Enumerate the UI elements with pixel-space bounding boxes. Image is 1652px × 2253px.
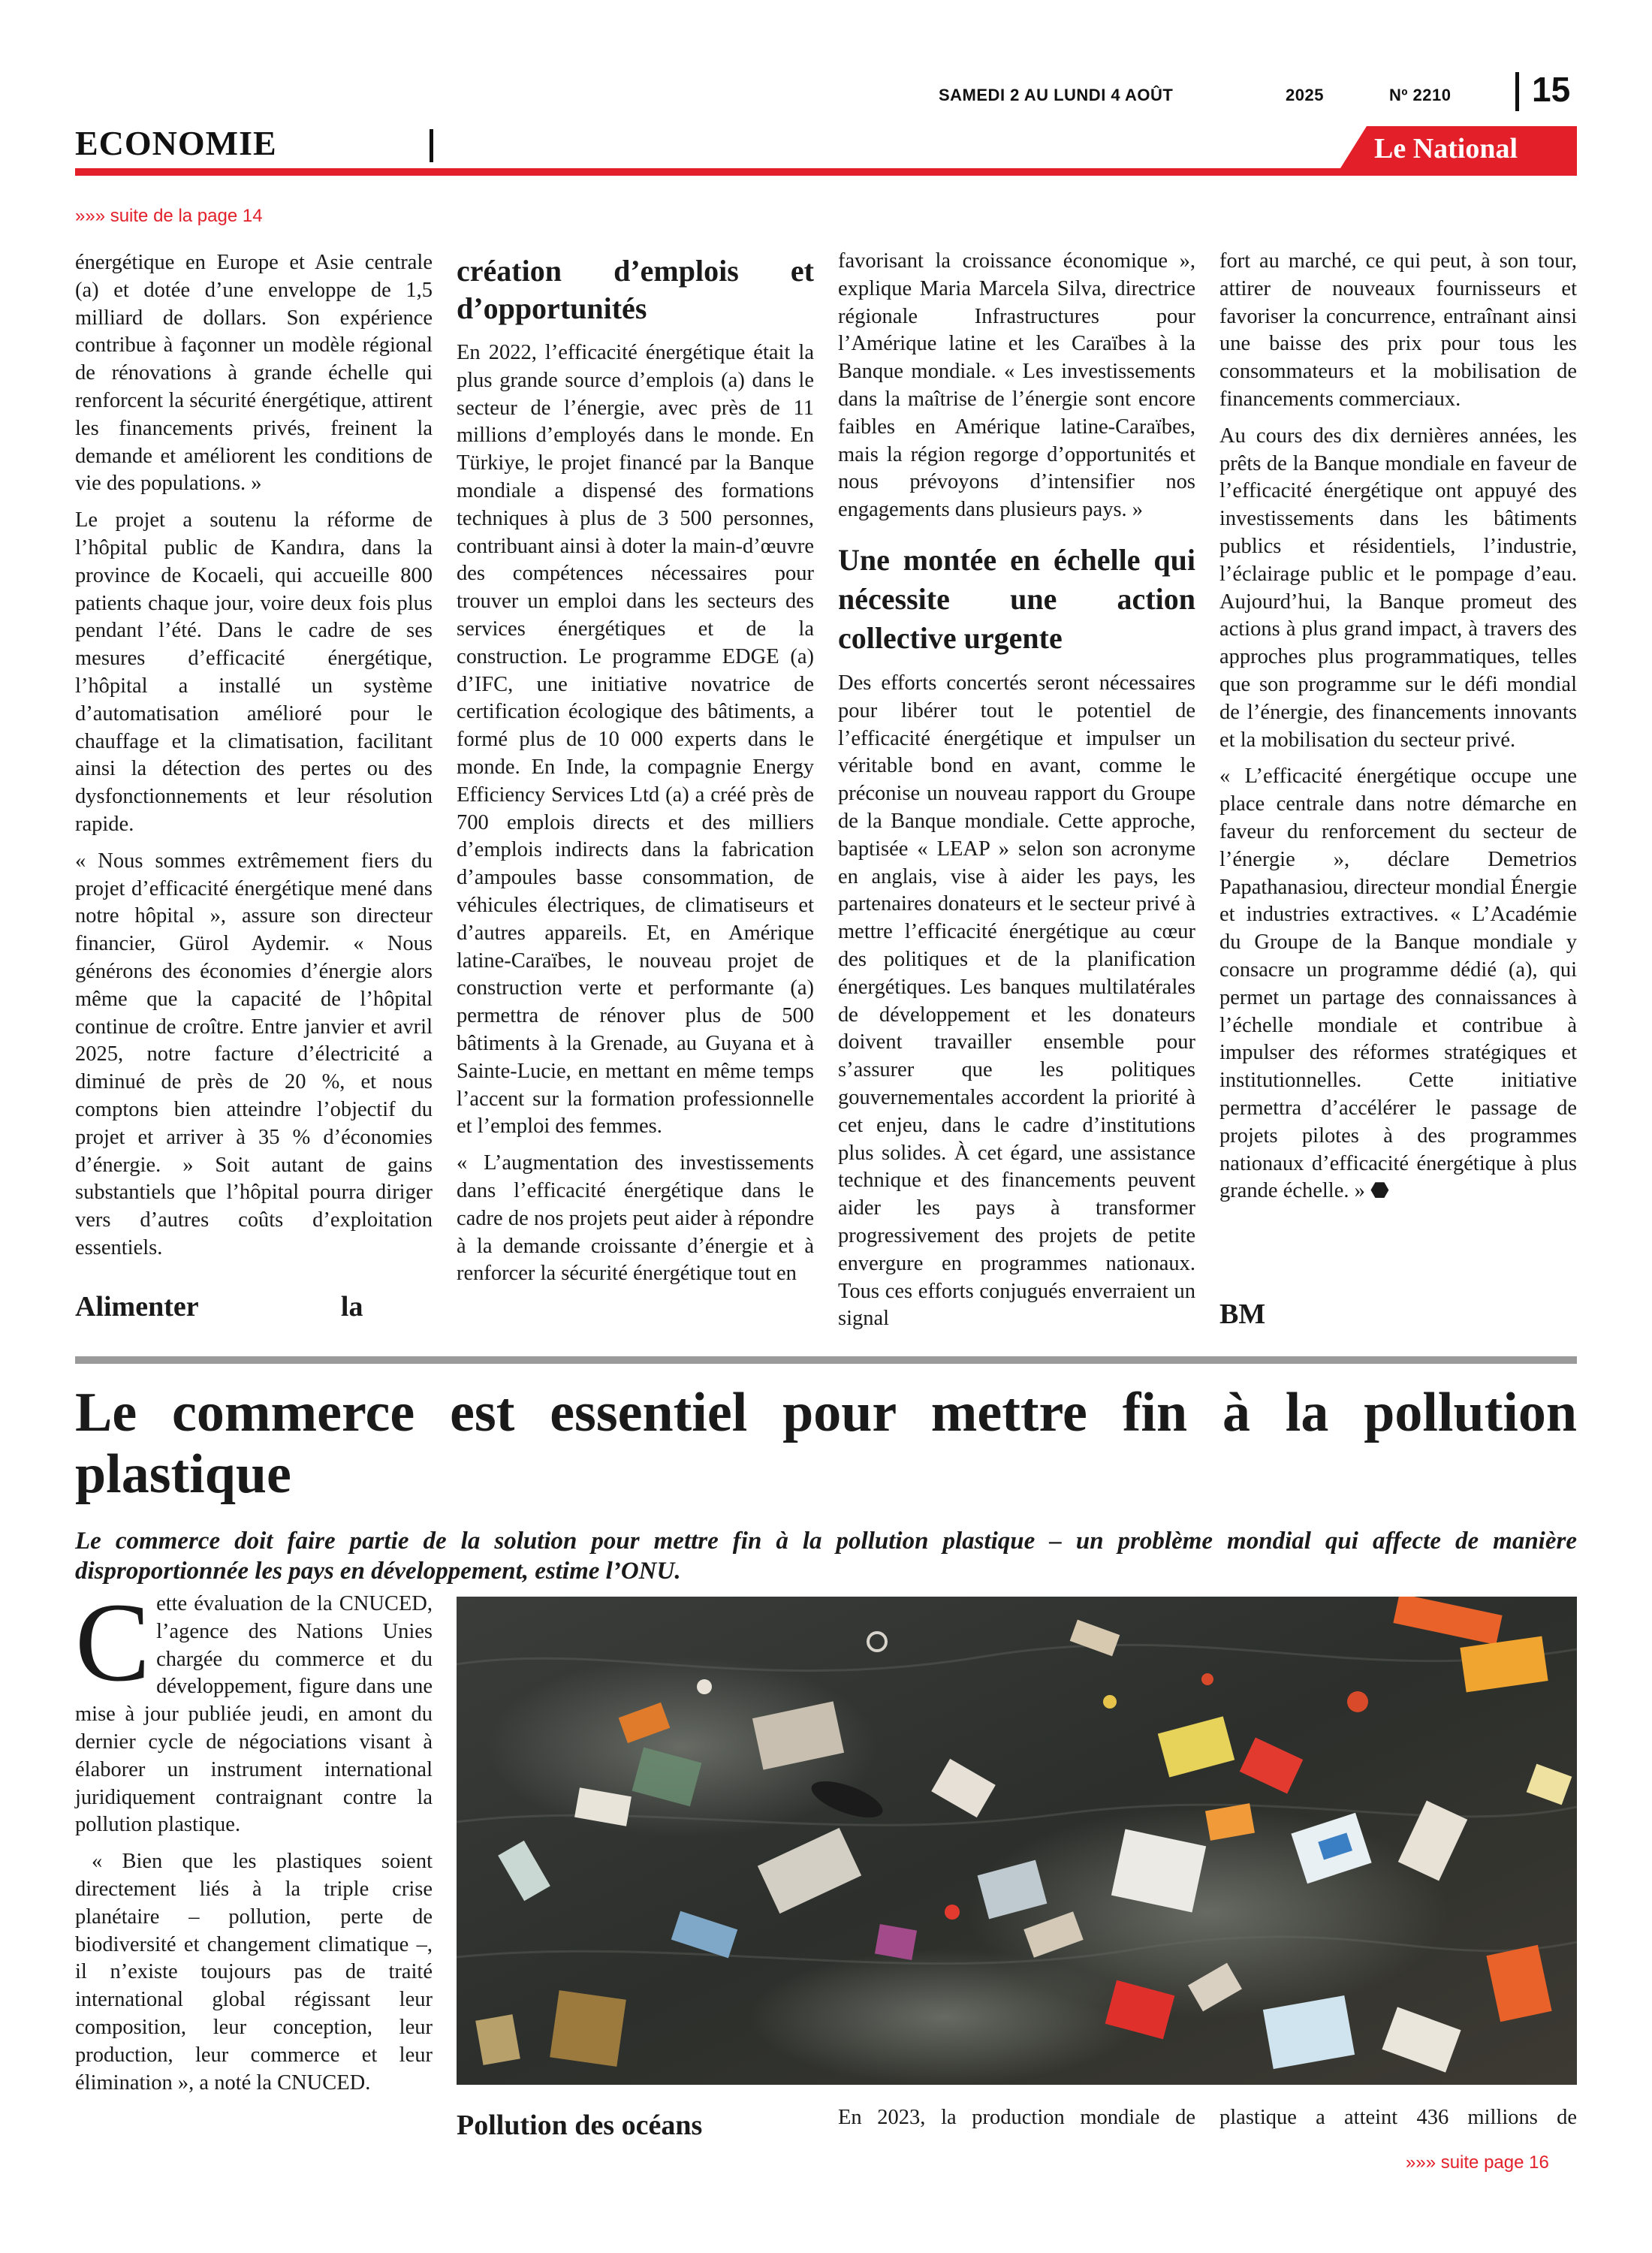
article1-column-2 <box>457 252 814 1297</box>
photo-plastic-waste <box>457 1597 1577 2085</box>
article-separator <box>75 1356 1577 1364</box>
paragraph: « Bien que les plastiques soient directement liés à la triple crise planétaire – pollution, perte de biodiversité et changement climatique –, il n’existe toujours pas de traité international global régissant leur composition, leur conception, leur production, leur commerce et leur élimination », a noté la CNUCED. <box>75 1850 433 2095</box>
first-paragraph <box>75 1580 433 1839</box>
lead-paragraph: Le commerce doit faire partie de la solution pour mettre fin à la pollution plastique – un problème mondial qui affecte de manière disproportionnée les pays en développement, estime l’ONU. <box>75 1528 1577 1585</box>
article1-column-3 <box>838 248 1195 1342</box>
issue-year: 2025 <box>1286 86 1324 104</box>
subhead-pollution-oceans: Pollution des océans <box>457 2110 703 2141</box>
paragraph: Des efforts concertés seront nécessaires pour libérer tout le potentiel de l’efficacité énergétique et impulser un véritable bond en avant, comme le préconise un nouveau rapport du Groupe de la Banque mondiale. Cette approche, baptisée « LEAP » selon son acronyme en anglais, vise à aider les pays, les partenaires donateurs et le secteur privé à mettre l’efficacité énergétique au cœur des politiques et de la planification énergétiques. Les banques multilatérales de développement et les donateurs doivent travailler ensemble pour s’assurer que les politiques gouvernementales accordent la priorité à cet enjeu, dans le cadre d’institutions plus solides. À cet égard, une assistance technique et des financements peuvent aider les pays à transformer progressivement des projets de petite envergure en programmes nationaux. Tous ces efforts conjugués enverraient un signal <box>838 671 1195 1331</box>
article2-column-4: plastique a atteint 436 millions de <box>1219 2106 1577 2129</box>
brand-name: Le National <box>1374 133 1518 164</box>
subhead-creation-emplois: création d’emplois et d’opportunités <box>457 254 814 325</box>
paragraph: énergétique en Europe et Asie centrale (a) et dotée d’une enveloppe de 1,5 milliard de dollars. Son expérience contribue à façonner un modèle régional de rénovations à grande échelle qui renforcent la sécurité énergétique, attirent les financements privés, freinent la demande et améliorent les conditions de vie des populations. » <box>75 251 433 496</box>
article2-column-1 <box>75 1580 433 2106</box>
subhead-montee-echelle: Une montée en échelle qui nécessite une action collective urgente <box>838 542 1195 655</box>
paragraph: « Nous sommes extrêmement fiers du projet d’efficacité énergétique mené dans notre hôpital », assure son directeur financier, Gürol Aydemir. « Nous générons des économies d’énergie alors même que la capacité de l’hôpital continue de croître. Entre janvier et avril 2025, notre facture d’électricité a diminué de près de 20 %, et nous comptons bien atteindre l’objectif du projet et arriver à 35 % d’économies d’énergie. » Soit autant de gains substantiels que l’hôpital pourra diriger vers d’autres coûts d’exploitation essentiels. <box>75 849 433 1259</box>
continued-on-link[interactable]: »»» suite page 16 <box>1406 2152 1549 2173</box>
subhead-alimenter: Alimenter la <box>75 1291 363 1323</box>
issue-date: SAMEDI 2 AU LUNDI 4 AOÛT <box>939 86 1174 104</box>
article1-column-1 <box>75 249 433 1271</box>
header-rule <box>75 168 1577 176</box>
drop-cap: C <box>75 1580 151 1705</box>
section-title: ECONOMIE <box>75 124 277 162</box>
page-number-divider <box>1515 72 1519 111</box>
article-signature: BM <box>1219 1298 1266 1330</box>
paragraph: « L’augmentation des investissements dans l’efficacité énergétique dans le cadre de nos projets peut aider à répondre à la demande croissante d’énergie et à renforcer la sécurité énergétique tout en <box>457 1151 814 1286</box>
paragraph: Au cours des dix dernières années, les prêts de la Banque mondiale en faveur de l’efficacité énergétique ont appuyé des investissements dans les bâtiments publics et résidentiels, l’industrie, l’éclairage public et le pompage d’eau. Aujourd’hui, la Banque promeut des actions à plus grand impact, à travers des approches plus programmatiques, telles que son programme sur le défi mondial de l’énergie, des financements innovants et la mobilisation du secteur privé. <box>1219 424 1577 752</box>
paragraph: « L’efficacité énergétique occupe une place centrale dans notre démarche en faveur du renforcement du secteur de l’énergie », déclare Demetrios Papathanasiou, directeur mondial Énergie et industries extractives. « L’Académie du Groupe de la Banque mondiale y consacre un programme dédié (a), qui permet un partage des connaissances à l’échelle mondiale et contribue à impulser des réformes stratégiques et institutionnelles. Cette initiative permettra d’accélérer le passage de projets pilotes à des programmes nationaux d’efficacité énergétique à plus grande échelle. » ⬣ <box>1219 765 1577 1203</box>
paragraph: Le projet a soutenu la réforme de l’hôpital public de Kandıra, dans la province de Kocaeli, qui accueille 800 patients chaque jour, voire deux fois plus pendant l’été. Dans le cadre de ses mesures d’efficacité énergétique, l’hôpital a installé un système d’automatisation amélioré pour le chauffage et la climatisation, facilitant ainsi la détection des pertes ou des dysfonctionnements et leur résolution rapide. <box>75 508 433 836</box>
section-divider <box>430 129 433 162</box>
paragraph: fort au marché, ce qui peut, à son tour, attirer de nouveaux fournisseurs et favoriser la concurrence, entraînant ainsi une baisse des prix pour tous les consommateurs et la mobilisation de financements commerciaux. <box>1219 249 1577 411</box>
issue-number: Nº 2210 <box>1389 86 1452 104</box>
paragraph: favorisant la croissance économique », explique Maria Marcela Silva, directrice régionale Infrastructures pour l’Amérique latine et les Caraïbes à la Banque mondiale. « Les investissements dans la maîtrise de l’énergie sont encore faibles en Amérique latine-Caraïbes, mais la région regorge d’opportunités et nous prévoyons d’intensifier nos engagements dans plusieurs pays. » <box>838 249 1195 522</box>
continued-from-link[interactable]: »»» suite de la page 14 <box>75 206 263 226</box>
headline: Le commerce est essentiel pour mettre fin à la pollution plastique <box>75 1382 1577 1505</box>
page-number: 15 <box>1532 70 1571 109</box>
first-paragraph-text: ette évaluation de la CNUCED, l’agence des Nations Unies chargée du commerce et du développement, figure dans une mise à jour publiée jeudi, en amont du dernier cycle de négociations visant à élaborer un instrument international juridiquement contraignant contre la pollution plastique. <box>75 1592 433 1837</box>
paragraph: En 2022, l’efficacité énergétique était la plus grande source d’emplois (a) dans le secteur de l’énergie, avec près de 11 millions d’employés dans le monde. En Türkiye, le projet financé par la Banque mondiale a dispensé des formations techniques à plus de 3 500 personnes, contribuant ainsi à doter la main-d’œuvre des compétences nécessaires pour trouver un emploi dans les secteurs des services énergétiques et de la construction. Le programme EDGE (a) d’IFC, une initiative novatrice de certification écologique des bâtiments, a formé plus de 10 000 experts dans le monde. En Inde, la compagnie Energy Efficiency Services Ltd (a) a créé près de 700 emplois directs et des milliers d’emplois indirects dans la fabrication d’ampoules basse consommation, de véhicules électriques, de climatiseurs et d’autres appareils. Et, en Amérique latine-Caraïbes, le nouveau projet de construction verte et performante (a) permettra de rénover plus de 500 bâtiments à la Grenade, au Guyana et à Sainte-Lucie, en mettant en même temps l’accent sur la formation professionnelle et l’emploi des femmes. <box>457 341 814 1139</box>
article1-column-4 <box>1219 248 1577 1214</box>
article2-column-3: En 2023, la production mondiale de <box>838 2106 1195 2129</box>
